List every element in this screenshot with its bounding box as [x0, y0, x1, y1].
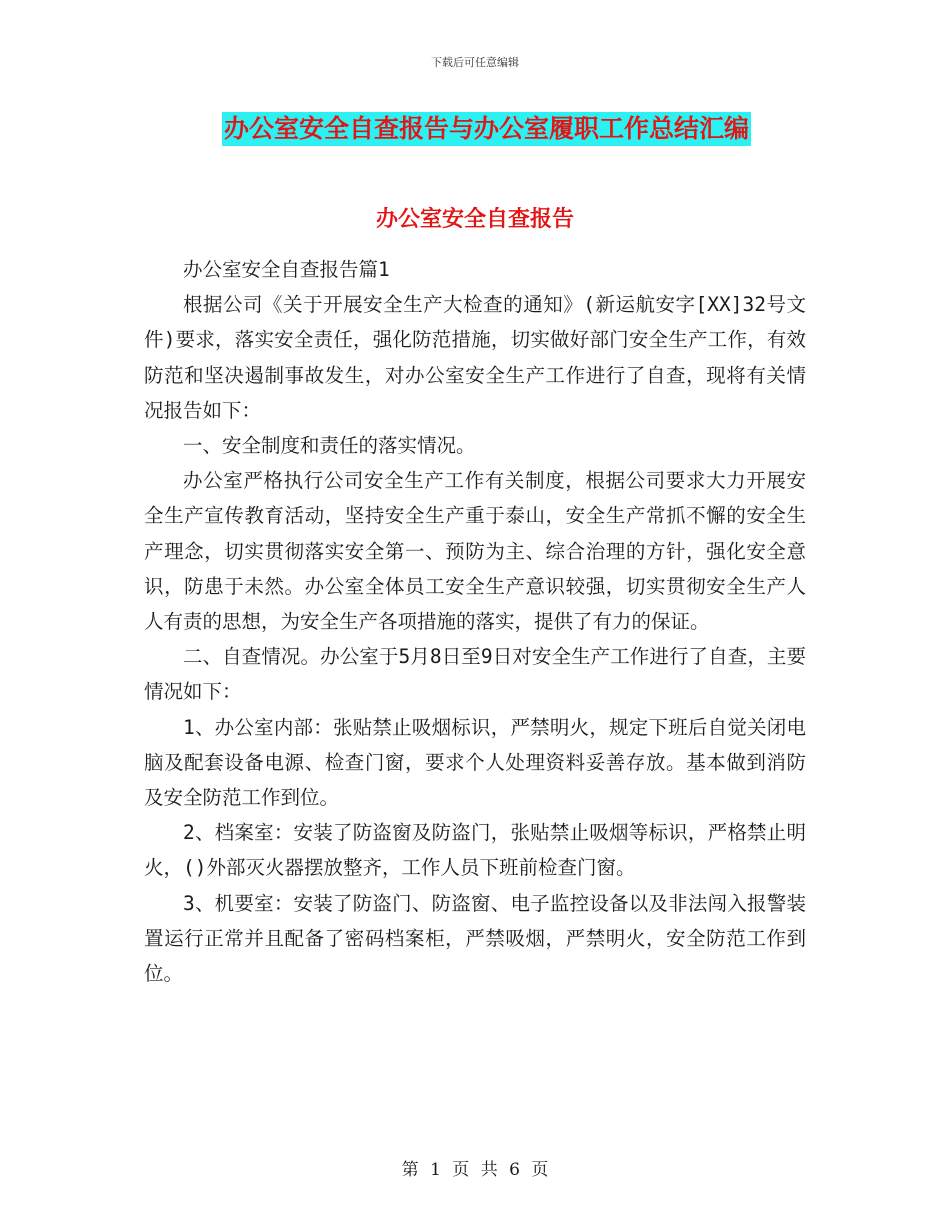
header-note: 下载后可任意编辑 [431, 56, 519, 69]
paragraph: 3、机要室：安装了防盗门、防盗窗、电子监控设备以及非法闯入报警装置运行正常并且配备了密码档案柜，严禁吸烟，严禁明火，安全防范工作到位。 [144, 891, 806, 986]
section-title: 办公室安全自查报告 [375, 206, 574, 232]
paragraph: 二、自查情况。办公室于5月8日至9日对安全生产工作进行了自查，主要情况如下： [144, 645, 806, 704]
paragraph: 办公室安全自查报告篇1 [183, 258, 390, 281]
page-number-footer: 第 1 页 共 6 页 [401, 1160, 549, 1180]
paragraph: 一、安全制度和责任的落实情况。 [183, 434, 476, 458]
paragraph: 1、办公室内部：张贴禁止吸烟标识，严禁明火，规定下班后自觉关闭电脑及配套设备电源、检查门窗，要求个人处理资料妥善存放。基本做到消防及安全防范工作到位。 [144, 715, 806, 810]
paragraph: 2、档案室：安装了防盗窗及防盗门，张贴禁止吸烟等标识，严格禁止明火，()外部灭火器摆放整齐，工作人员下班前检查门窗。 [144, 821, 806, 880]
document-body [144, 252, 806, 991]
paragraph: 根据公司《关于开展安全生产大检查的通知》(新运航安字[XX]32号文件)要求，落实安全责任，强化防范措施，切实做好部门安全生产工作，有效防范和坚决遏制事故发生，对办公室安全生产工作进行了自查，现将有关情况报告如下： [144, 293, 806, 422]
paragraph: 办公室严格执行公司安全生产工作有关制度，根据公司要求大力开展安全生产宣传教育活动，坚持安全生产重于泰山，安全生产常抓不懈的安全生产理念，切实贯彻落实安全第一、预防为主、综合治理的方针，强化安全意识，防患于未然。办公室全体员工安全生产意识较强，切实贯彻安全生产人人有责的思想，为安全生产各项措施的落实，提供了有力的保证。 [144, 469, 806, 634]
document-main-title: 办公室安全自查报告与办公室履职工作总结汇编 [222, 112, 751, 146]
